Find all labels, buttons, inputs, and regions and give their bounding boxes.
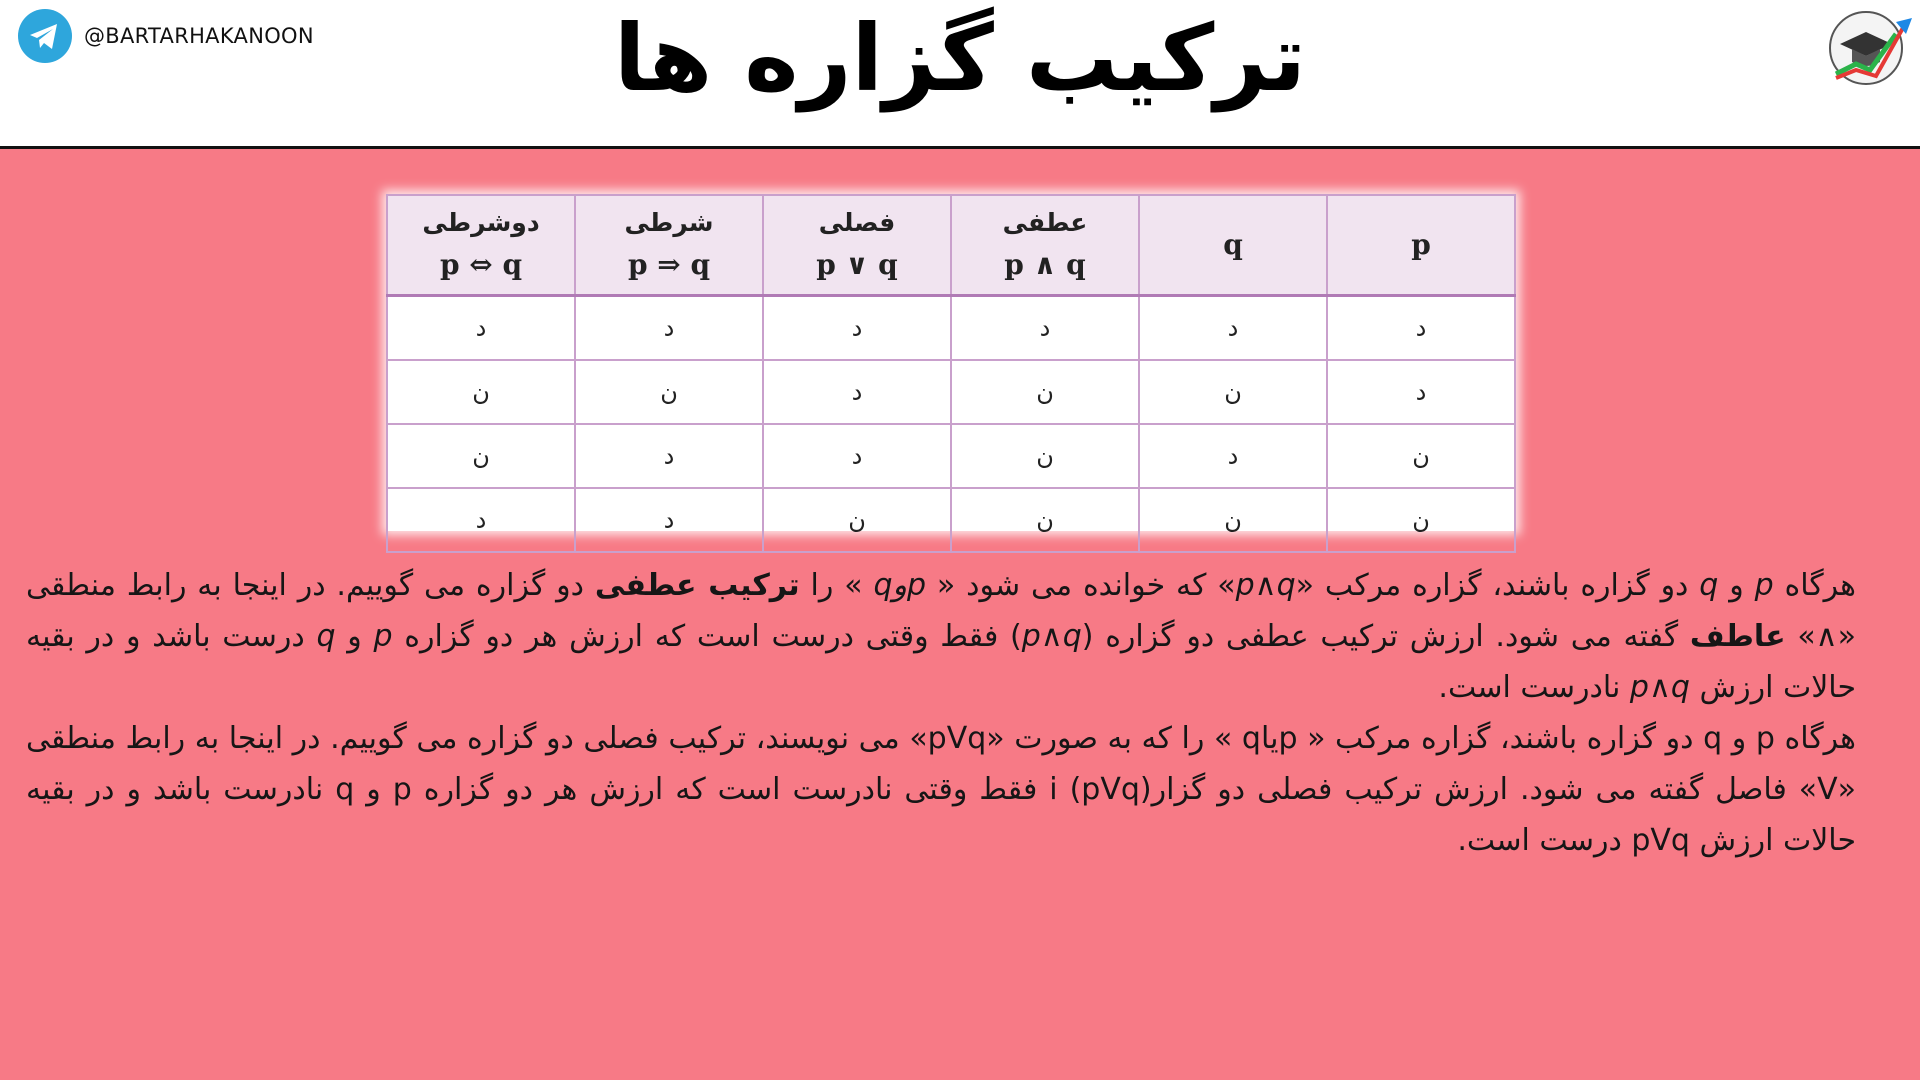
col-header-conjunction: عطفی p ∧ q xyxy=(951,195,1139,296)
table-cell: ن xyxy=(1327,488,1515,552)
col-header-biconditional: دوشرطی p ⇔ q xyxy=(387,195,575,296)
table-cell: ن xyxy=(1139,488,1327,552)
table-row xyxy=(387,424,1515,488)
table-cell: د xyxy=(763,360,951,424)
table-cell: د xyxy=(951,296,1139,361)
channel-handle: @BARTARHAKANOON xyxy=(84,24,314,48)
conjunction-term: ترکیب عطفی xyxy=(594,568,800,603)
table-cell: ن xyxy=(387,424,575,488)
table-cell: د xyxy=(1139,424,1327,488)
truth-table xyxy=(386,194,1516,553)
table-cell: ن xyxy=(1139,360,1327,424)
table-cell: ن xyxy=(763,488,951,552)
table-cell: ن xyxy=(1327,424,1515,488)
table-row xyxy=(387,296,1515,361)
col-header-disjunction: فصلی p ∨ q xyxy=(763,195,951,296)
conjunction-paragraph: هرگاه p و q دو گزاره باشند، گزاره مرکب «p∧q» که خوانده می شود « pوq » را ترکیب عطفی دو گزاره می گوییم. در اینجا به رابط منطقی «∧» عاطف گفته می شود. ارزش ترکیب عطفی دو گزاره (p∧q) فقط وقتی درست است که ارزش هر دو گزاره p و q درست باشد و در بقیه حالات ارزش p∧q نادرست است. xyxy=(26,568,1857,705)
table-cell: د xyxy=(763,424,951,488)
table-cell: د xyxy=(387,488,575,552)
truth-table-card xyxy=(386,194,1516,534)
table-cell: د xyxy=(1139,296,1327,361)
table-cell: د xyxy=(575,488,763,552)
table-cell: د xyxy=(763,296,951,361)
disjunction-paragraph: هرگاه p و q دو گزاره باشند، گزاره مرکب « pیاq » را که به صورت «pVq» می نویسند، ترکیب فصلی دو گزاره می گوییم. در اینجا به رابط منطقی «V» فاصل گفته می شود. ارزش ترکیب فصلی دو گزارi (pVq) فقط وقتی نادرست است که ارزش هر دو گزاره p و q نادرست باشد و در بقیه حالات ارزش pVq درست است. xyxy=(26,721,1857,858)
table-cell: د xyxy=(387,296,575,361)
table-cell: ن xyxy=(387,360,575,424)
table-cell: ن xyxy=(951,424,1139,488)
table-header-row xyxy=(387,195,1515,296)
page-title: ترکیب گزاره ها xyxy=(613,5,1307,112)
table-cell: ن xyxy=(951,488,1139,552)
table-row xyxy=(387,488,1515,552)
graduation-cap-logo-icon xyxy=(1826,4,1914,88)
col-header-p: p xyxy=(1327,195,1515,296)
table-cell: د xyxy=(575,424,763,488)
table-cell: د xyxy=(575,296,763,361)
table-cell: ن xyxy=(951,360,1139,424)
table-cell: د xyxy=(1327,360,1515,424)
conjunction-operator-name: عاطف xyxy=(1689,619,1786,654)
explanation-text xyxy=(26,560,1856,866)
header-bar xyxy=(0,0,1920,149)
table-row xyxy=(387,360,1515,424)
col-header-q: q xyxy=(1139,195,1327,296)
table-cell: ن xyxy=(575,360,763,424)
table-cell: د xyxy=(1327,296,1515,361)
col-header-conditional: شرطی p ⇒ q xyxy=(575,195,763,296)
